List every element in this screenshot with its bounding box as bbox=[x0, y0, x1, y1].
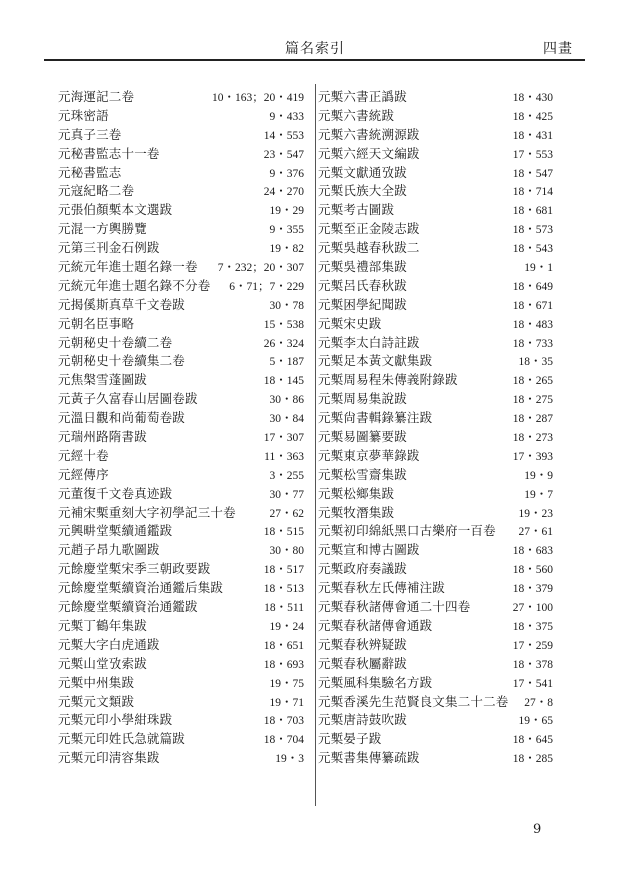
entry-title: 元餘慶堂槧續資治通鑑后集跋 bbox=[58, 580, 224, 596]
entry-reference: 10・163；20・419 bbox=[212, 92, 304, 104]
entry-reference: 3・255 bbox=[269, 469, 304, 482]
entry-reference: 9・376 bbox=[269, 167, 304, 180]
entry-reference: 18・483 bbox=[512, 318, 553, 331]
entry-reference: 18・265 bbox=[512, 375, 553, 388]
index-entry bbox=[58, 711, 304, 730]
index-title: 篇名索引 bbox=[285, 41, 345, 57]
entry-reference: 18・287 bbox=[512, 413, 553, 426]
index-entry bbox=[318, 522, 553, 541]
entry-title: 元槧元印小學紺珠跋 bbox=[58, 712, 173, 728]
index-entry bbox=[58, 164, 304, 183]
index-entry bbox=[318, 315, 553, 334]
index-entry bbox=[58, 182, 304, 201]
stroke-section-label: 四畫 bbox=[543, 41, 573, 57]
index-entry bbox=[58, 428, 304, 447]
entry-title: 元經傳序 bbox=[58, 466, 109, 482]
entry-title: 元揭傒斯真草千文卷跋 bbox=[58, 296, 186, 312]
index-entry bbox=[318, 371, 553, 390]
entry-title: 元張伯顏槧本文選跋 bbox=[58, 202, 173, 218]
entry-reference: 18・543 bbox=[512, 243, 553, 256]
index-entry bbox=[58, 296, 304, 315]
index-entry bbox=[58, 220, 304, 239]
entry-reference: 11・363 bbox=[264, 450, 304, 463]
index-entry bbox=[318, 107, 553, 126]
entry-reference: 18・547 bbox=[512, 167, 553, 180]
index-entry bbox=[318, 485, 553, 504]
entry-title: 元溫日觀和尚葡萄卷跋 bbox=[58, 410, 186, 426]
index-entry bbox=[58, 107, 304, 126]
index-entry bbox=[318, 598, 553, 617]
index-entry bbox=[58, 560, 304, 579]
index-entry bbox=[58, 636, 304, 655]
index-entry bbox=[318, 447, 553, 466]
entry-reference: 23・547 bbox=[263, 148, 304, 161]
entry-reference: 17・541 bbox=[512, 677, 553, 690]
index-entry bbox=[58, 541, 304, 560]
entry-reference: 18・693 bbox=[263, 658, 304, 671]
entry-reference: 18・681 bbox=[512, 205, 553, 218]
entry-title: 元統元年進士題名錄不分卷 bbox=[58, 277, 211, 293]
entry-reference: 6・71；7・229 bbox=[229, 280, 304, 293]
entry-title: 元槧六書正譌跋 bbox=[318, 89, 407, 104]
entry-title: 元槧中州集跋 bbox=[58, 674, 135, 690]
entry-title: 元槧六書統溯源跋 bbox=[318, 126, 420, 142]
entry-title: 元槧文獻通攷跋 bbox=[318, 164, 407, 180]
entry-reference: 19・9 bbox=[524, 469, 553, 482]
entry-title: 元槧周易集說跋 bbox=[318, 391, 407, 407]
entry-title: 元槧春秋左氏傳補注跋 bbox=[318, 580, 446, 596]
entry-title: 元餘慶堂槧續資治通鑑跋 bbox=[58, 599, 198, 615]
entry-reference: 18・649 bbox=[512, 280, 553, 293]
index-entry bbox=[318, 428, 553, 447]
entry-reference: 7・232；20・307 bbox=[217, 262, 304, 275]
entry-title: 元槧山堂攷索跋 bbox=[58, 655, 147, 671]
column-divider bbox=[315, 84, 316, 806]
entry-reference: 18・375 bbox=[512, 620, 553, 633]
index-entry bbox=[58, 277, 304, 296]
entry-title: 元槧唐詩鼓吹跋 bbox=[318, 712, 407, 728]
entry-title: 元統元年進士題名錄一卷 bbox=[58, 259, 198, 275]
index-entry bbox=[318, 258, 553, 277]
entry-title: 元槧六書統跋 bbox=[318, 107, 395, 123]
entry-reference: 18・645 bbox=[512, 734, 553, 747]
index-entry bbox=[318, 182, 553, 201]
index-entry bbox=[318, 636, 553, 655]
entry-title: 元槧宣和博古圖跋 bbox=[318, 542, 420, 558]
index-entry bbox=[318, 674, 553, 693]
entry-reference: 18・573 bbox=[512, 224, 553, 237]
index-entry bbox=[58, 485, 304, 504]
index-entry bbox=[318, 730, 553, 749]
entry-title: 元槧牧潛集跋 bbox=[318, 504, 395, 520]
entry-reference: 19・1 bbox=[524, 262, 553, 275]
index-entry bbox=[318, 655, 553, 674]
entry-title: 元董復千文卷真迹跋 bbox=[58, 485, 173, 501]
entry-title: 元寇紀略二卷 bbox=[58, 183, 135, 199]
entry-reference: 30・77 bbox=[269, 488, 304, 501]
index-entry bbox=[58, 504, 304, 523]
entry-reference: 30・84 bbox=[269, 413, 304, 426]
entry-reference: 18・560 bbox=[512, 564, 553, 577]
index-entry bbox=[318, 617, 553, 636]
index-entry bbox=[318, 749, 553, 768]
entry-title: 元秘書監志 bbox=[58, 164, 122, 180]
entry-reference: 17・553 bbox=[512, 148, 553, 161]
entry-title: 元真子三卷 bbox=[58, 126, 122, 142]
entry-title: 元槧元印淸容集跋 bbox=[58, 750, 160, 766]
entry-title: 元槧考古圖跋 bbox=[318, 202, 395, 218]
entry-title: 元第三刊金石例跋 bbox=[58, 240, 160, 256]
entry-title: 元槧足本黃文獻集跋 bbox=[318, 353, 433, 369]
entry-title: 元槧春秋屬辭跋 bbox=[318, 655, 407, 671]
entry-reference: 19・23 bbox=[518, 507, 553, 520]
index-entry bbox=[58, 730, 304, 749]
index-entry bbox=[58, 88, 304, 107]
index-entry bbox=[318, 466, 553, 485]
entry-title: 元餘慶堂槧宋季三朝政要跋 bbox=[58, 561, 211, 577]
entry-title: 元海運記二卷 bbox=[58, 89, 135, 104]
index-entry bbox=[58, 409, 304, 428]
entry-reference: 26・324 bbox=[263, 337, 304, 350]
index-entry bbox=[318, 126, 553, 145]
index-entry bbox=[58, 239, 304, 258]
entry-title: 元槧春秋諸傳會通二十四卷 bbox=[318, 599, 471, 615]
entry-title: 元黃子久富春山居圖卷跋 bbox=[58, 391, 198, 407]
entry-title: 元朝秘史十卷續二卷 bbox=[58, 334, 173, 350]
index-entry bbox=[58, 749, 304, 768]
entry-title: 元焦槃雪蓬圖跋 bbox=[58, 372, 147, 388]
entry-title: 元趙子昂九歌圖跋 bbox=[58, 542, 160, 558]
entry-reference: 18・379 bbox=[512, 583, 553, 596]
entry-title: 元珠密語 bbox=[58, 107, 109, 123]
entry-title: 元槧氏族大全跋 bbox=[318, 183, 407, 199]
entry-title: 元槧書集傳纂疏跋 bbox=[318, 750, 420, 766]
entry-reference: 18・378 bbox=[512, 658, 553, 671]
entry-title: 元秘書監志十一卷 bbox=[58, 145, 160, 161]
index-entry bbox=[58, 522, 304, 541]
entry-reference: 9・433 bbox=[269, 110, 304, 123]
entry-reference: 19・71 bbox=[269, 696, 304, 709]
entry-reference: 18・651 bbox=[263, 639, 304, 652]
entry-title: 元槧風科集驗名方跋 bbox=[318, 674, 433, 690]
entry-reference: 19・75 bbox=[269, 677, 304, 690]
entry-reference: 27・62 bbox=[269, 507, 304, 520]
entry-title: 元槧易圖纂要跋 bbox=[318, 429, 407, 445]
entry-reference: 18・511 bbox=[264, 602, 304, 615]
index-entry bbox=[58, 579, 304, 598]
index-entry bbox=[318, 560, 553, 579]
index-entry bbox=[318, 352, 553, 371]
index-entry bbox=[58, 447, 304, 466]
entry-reference: 18・703 bbox=[263, 715, 304, 728]
entry-title: 元槧春秋諸傳會通跋 bbox=[318, 617, 433, 633]
index-entry bbox=[58, 390, 304, 409]
index-entry bbox=[318, 239, 553, 258]
entry-title: 元槧周易程朱傳義附錄跋 bbox=[318, 372, 458, 388]
entry-reference: 18・275 bbox=[512, 394, 553, 407]
entry-reference: 27・61 bbox=[518, 526, 553, 539]
index-entry bbox=[58, 258, 304, 277]
entry-title: 元槧吳越春秋跋二 bbox=[318, 240, 420, 256]
entry-reference: 9・355 bbox=[269, 224, 304, 237]
index-entry bbox=[58, 315, 304, 334]
entry-reference: 30・80 bbox=[269, 545, 304, 558]
index-entry bbox=[318, 145, 553, 164]
entry-title: 元槧香溪先生范賢良文集二十二卷 bbox=[318, 693, 509, 709]
entry-title: 元槧春秋辨疑跋 bbox=[318, 636, 407, 652]
entry-reference: 18・704 bbox=[263, 734, 304, 747]
index-entry bbox=[58, 371, 304, 390]
index-entry bbox=[58, 598, 304, 617]
entry-title: 元混一方輿勝覽 bbox=[58, 221, 147, 237]
index-entry bbox=[58, 145, 304, 164]
index-entry bbox=[318, 164, 553, 183]
entry-title: 元槧松雪齋集跋 bbox=[318, 466, 407, 482]
entry-title: 元興畊堂槧續通鑑跋 bbox=[58, 523, 173, 539]
index-entry bbox=[58, 334, 304, 353]
entry-reference: 18・513 bbox=[263, 583, 304, 596]
entry-title: 元槧元文類跋 bbox=[58, 693, 135, 709]
entry-reference: 18・431 bbox=[512, 129, 553, 142]
entry-title: 元槧東京夢華錄跋 bbox=[318, 447, 420, 463]
index-entry bbox=[318, 409, 553, 428]
entry-title: 元槧吳禮部集跋 bbox=[318, 259, 407, 275]
entry-reference: 30・78 bbox=[269, 299, 304, 312]
entry-reference: 17・259 bbox=[512, 639, 553, 652]
entry-title: 元槧尙書輯錄纂注跋 bbox=[318, 410, 433, 426]
entry-reference: 19・29 bbox=[269, 205, 304, 218]
entry-reference: 18・714 bbox=[512, 186, 553, 199]
entry-title: 元朝名臣事略 bbox=[58, 315, 135, 331]
entry-reference: 18・145 bbox=[263, 375, 304, 388]
entry-reference: 30・86 bbox=[269, 394, 304, 407]
index-entry bbox=[318, 579, 553, 598]
entry-reference: 18・425 bbox=[512, 110, 553, 123]
index-entry bbox=[318, 277, 553, 296]
page-number: 9 bbox=[533, 822, 542, 837]
entry-title: 元槧困學紀聞跋 bbox=[318, 296, 407, 312]
entry-reference: 17・393 bbox=[512, 450, 553, 463]
index-column-right bbox=[318, 88, 553, 768]
index-entry bbox=[58, 352, 304, 371]
entry-reference: 24・270 bbox=[263, 186, 304, 199]
entry-title: 元朝秘史十卷續集二卷 bbox=[58, 353, 186, 369]
index-entry bbox=[58, 466, 304, 485]
entry-reference: 5・187 bbox=[269, 356, 304, 369]
entry-title: 元瑞州路隋書跋 bbox=[58, 429, 147, 445]
entry-title: 元槧松鄉集跋 bbox=[318, 485, 395, 501]
entry-title: 元槧政府奏議跋 bbox=[318, 561, 407, 577]
entry-reference: 18・515 bbox=[263, 526, 304, 539]
entry-title: 元槧晏子跋 bbox=[318, 731, 382, 747]
entry-title: 元經十卷 bbox=[58, 447, 109, 463]
entry-title: 元槧至正金陵志跋 bbox=[318, 221, 420, 237]
index-entry bbox=[318, 220, 553, 239]
entry-reference: 19・24 bbox=[269, 620, 304, 633]
index-entry bbox=[318, 88, 553, 107]
entry-reference: 18・671 bbox=[512, 299, 553, 312]
entry-reference: 17・307 bbox=[263, 432, 304, 445]
index-entry bbox=[318, 334, 553, 353]
entry-reference: 18・517 bbox=[263, 564, 304, 577]
entry-reference: 18・733 bbox=[512, 337, 553, 350]
index-entry bbox=[58, 655, 304, 674]
entry-reference: 18・35 bbox=[518, 356, 553, 369]
index-entry bbox=[318, 201, 553, 220]
entry-reference: 19・82 bbox=[269, 243, 304, 256]
entry-title: 元槧六經天文編跋 bbox=[318, 145, 420, 161]
index-entry bbox=[58, 617, 304, 636]
index-column-left bbox=[58, 88, 304, 768]
index-entry bbox=[58, 201, 304, 220]
entry-reference: 19・65 bbox=[518, 715, 553, 728]
index-entry bbox=[318, 711, 553, 730]
entry-reference: 27・100 bbox=[512, 602, 553, 615]
index-entry bbox=[58, 693, 304, 712]
entry-title: 元槧呂氏春秋跋 bbox=[318, 277, 407, 293]
entry-title: 元槧大字白虎通跋 bbox=[58, 636, 160, 652]
entry-reference: 18・683 bbox=[512, 545, 553, 558]
header-rule bbox=[44, 59, 585, 61]
entry-reference: 27・8 bbox=[524, 696, 553, 709]
entry-reference: 18・430 bbox=[512, 92, 553, 104]
index-entry bbox=[58, 126, 304, 145]
entry-reference: 18・273 bbox=[512, 432, 553, 445]
entry-title: 元槧初印綿紙黑口古樂府一百卷 bbox=[318, 523, 496, 539]
index-entry bbox=[318, 541, 553, 560]
entry-title: 元槧丁鶴年集跋 bbox=[58, 617, 147, 633]
index-entry bbox=[58, 674, 304, 693]
index-entry bbox=[318, 296, 553, 315]
entry-reference: 19・7 bbox=[524, 488, 553, 501]
entry-reference: 15・538 bbox=[263, 318, 304, 331]
entry-reference: 19・3 bbox=[275, 753, 304, 766]
index-entry bbox=[318, 390, 553, 409]
entry-reference: 18・285 bbox=[512, 753, 553, 766]
entry-title: 元槧李太白詩註跋 bbox=[318, 334, 420, 350]
entry-title: 元槧元印姓氏急就篇跋 bbox=[58, 731, 186, 747]
index-entry bbox=[318, 504, 553, 523]
index-entry bbox=[318, 693, 553, 712]
entry-reference: 14・553 bbox=[263, 129, 304, 142]
entry-title: 元槧宋史跋 bbox=[318, 315, 382, 331]
entry-title: 元補宋槧重刻大字初學記三十卷 bbox=[58, 504, 236, 520]
